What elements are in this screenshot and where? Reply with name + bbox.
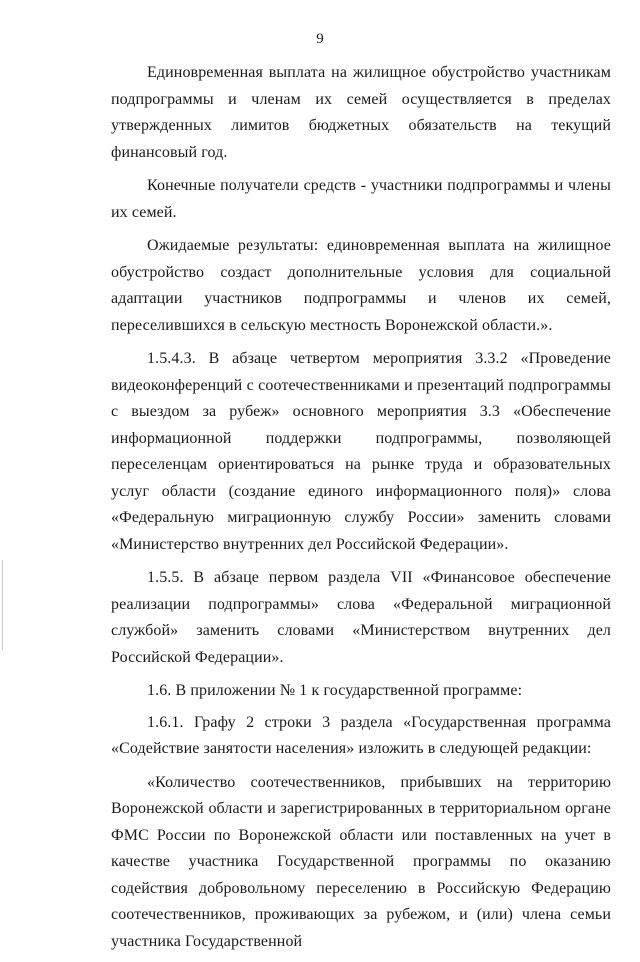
scan-margin-mark xyxy=(2,560,3,650)
paragraph-1-5-5: 1.5.5. В абзаце первом раздела VII «Финансовое обеспечение реализации подпрограммы» слова «Федеральной миграционной службой» заменить словами «Министерством внутренних дел Российской Федерации». xyxy=(111,569,611,666)
document-body xyxy=(111,60,611,962)
paragraph-1-6: 1.6. В приложении № 1 к государственной программе: xyxy=(147,682,523,699)
paragraph-1-6-1: 1.6.1. Графу 2 строки 3 раздела «Государственная программа «Содействие занятости населения» изложить в следующей редакции: xyxy=(111,713,611,757)
paragraph-housing-payment: Единовременная выплата на жилищное обустройство участникам подпрограммы и членам их семей осуществляется в пределах утвержденных лимитов бюджетных обязательств на текущий финансовый год. xyxy=(111,64,611,161)
paragraph-final-recipients: Конечные получатели средств - участники подпрограммы и члены их семей. xyxy=(111,177,611,221)
paragraph-expected-results: Ожидаемые результаты: единовременная выплата на жилищное обустройство создаст дополнительные условия для социальной адаптации участников подпрограммы и членов их семей, переселившихся в сельскую местность Воронежской области.». xyxy=(111,237,611,334)
page-number: 9 xyxy=(316,31,324,47)
paragraph-1-5-4-3: 1.5.4.3. В абзаце четвертом мероприятия 3.3.2 «Проведение видеоконференций с соотечественниками и презентаций подпрограммы с выездом за рубеж» основного мероприятия 3.3 «Обеспечение информационной поддержки подпрограммы, позволяющей переселенцам ориентироваться на рынке труда и образовательных услуг области (создание единого информационного поля)» слова «Федеральную миграционную службу России» заменить словами «Министерство внутренних дел Российской Федерации». xyxy=(111,350,611,553)
paragraph-quoted-indicator: «Количество соотечественников, прибывших на территорию Воронежской области и зарегистрированных в территориальном органе ФМС России по Воронежской области или поставленных на учет в качестве участника Государственной программы по оказанию содействия добровольному переселению в Российскую Федерацию соотечественников, проживающих за рубежом, и (или) члена семьи участника Государственной xyxy=(111,773,611,950)
